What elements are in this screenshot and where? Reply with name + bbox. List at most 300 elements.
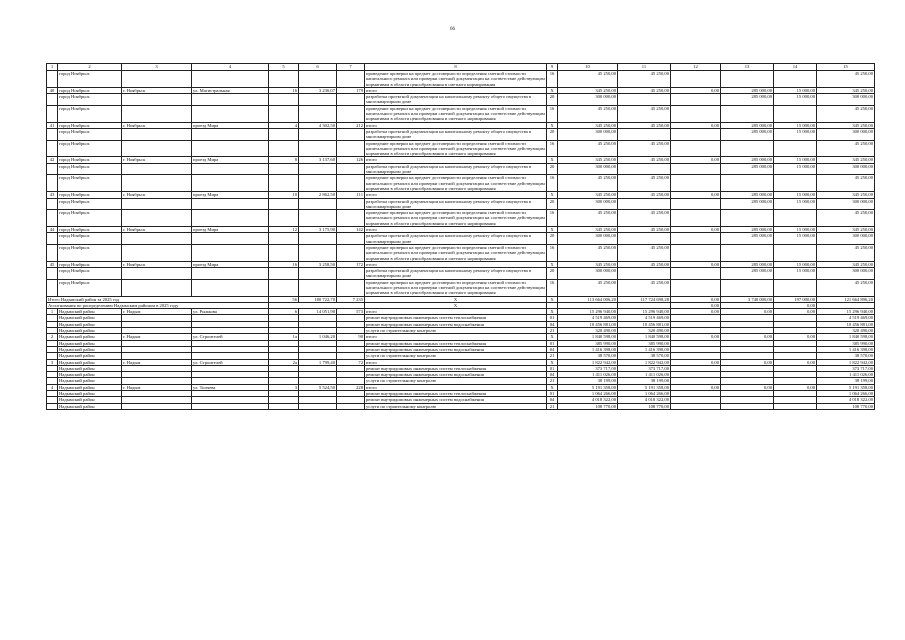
table-cell bbox=[618, 233, 671, 245]
table-cell bbox=[122, 163, 192, 175]
table-cell: Надымский район bbox=[58, 372, 122, 378]
table-cell: 45 250,00 bbox=[817, 175, 875, 192]
table-cell bbox=[122, 105, 192, 122]
table-cell: 4 519 469,00 bbox=[817, 315, 875, 321]
table-cell: 320 490,00 bbox=[558, 328, 618, 334]
table-cell: Надымский район bbox=[58, 328, 122, 334]
table-cell: 285 000,00 bbox=[721, 261, 774, 267]
table-cell: 04 bbox=[547, 372, 558, 378]
table-cell: 45 250,00 bbox=[618, 192, 671, 198]
table-cell bbox=[122, 175, 192, 192]
table-cell bbox=[774, 105, 817, 122]
table-cell: 10 bbox=[558, 64, 618, 71]
table-cell: 1 822 942,00 bbox=[558, 359, 618, 365]
table-cell bbox=[671, 163, 721, 175]
table-cell: город Ноябрьск bbox=[58, 122, 122, 128]
table-cell: г. Ноябрьск bbox=[122, 261, 192, 267]
table-cell: 345 250,00 bbox=[558, 157, 618, 163]
table-cell bbox=[269, 128, 299, 140]
table-cell: г. Ноябрьск bbox=[122, 87, 192, 93]
table-cell bbox=[192, 163, 269, 175]
table-cell: 44 bbox=[47, 227, 58, 233]
table-cell: 04 bbox=[547, 321, 558, 327]
page-number: 66 bbox=[450, 27, 455, 32]
table-cell: 20 bbox=[547, 128, 558, 140]
table-cell: город Ноябрьск bbox=[58, 128, 122, 140]
table-cell: 300 000,00 bbox=[558, 268, 618, 280]
table-cell: проведение проверки на предмет достоверности определения сметной стоимости капитального ремонта или проверки сметной документации на соответствие действующим нормативам в области ценообразования и сметного нормирования bbox=[366, 279, 545, 296]
table-cell: 12 bbox=[671, 64, 721, 71]
table-cell: 4 302,50 bbox=[299, 122, 337, 128]
table-cell bbox=[337, 233, 365, 245]
table-cell: 5 191 358,00 bbox=[558, 384, 618, 390]
table-cell: 3 bbox=[269, 384, 299, 390]
table-cell: 2а bbox=[269, 359, 299, 365]
table-cell: проведение проверки на предмет достоверности определения сметной стоимости капитального ремонта или проверки сметной документации на соответствие действующим нормативам в области ценообразования и сметного нормирования bbox=[366, 105, 545, 122]
table-cell: 10 456 881,00 bbox=[558, 321, 618, 327]
table-cell: 121 664 896,20 bbox=[817, 296, 875, 302]
table-cell: 16 bbox=[547, 279, 558, 296]
table-cell: 373 717,00 bbox=[817, 365, 875, 371]
table-cell: 45 250,00 bbox=[618, 244, 671, 261]
table-cell bbox=[299, 233, 337, 245]
table-cell: 0,00 bbox=[774, 302, 817, 308]
table-cell: 0,00 bbox=[671, 309, 721, 315]
table-cell: 385 990,00 bbox=[817, 340, 875, 346]
table-cell: 300 000,00 bbox=[817, 94, 875, 106]
table-cell: 285 000,00 bbox=[721, 122, 774, 128]
table-cell bbox=[47, 105, 58, 122]
table-cell bbox=[192, 244, 269, 261]
table-cell: 1 822 942,00 bbox=[817, 359, 875, 365]
table-cell bbox=[192, 94, 269, 106]
table-cell: 1 411 026,00 bbox=[817, 372, 875, 378]
table-cell: итого bbox=[365, 334, 547, 340]
table-cell: Надымский район bbox=[58, 346, 122, 352]
table-cell: разработка проектной документации на капитальному ремонту общего имущества в многоквартирном доме bbox=[365, 233, 547, 245]
table-cell: 345 250,00 bbox=[817, 122, 875, 128]
table-cell: X bbox=[547, 384, 558, 390]
table-cell: X bbox=[547, 227, 558, 233]
table-cell: 0,00 bbox=[671, 157, 721, 163]
table-cell: 04 bbox=[547, 346, 558, 352]
table-cell: город Ноябрьск bbox=[58, 192, 122, 198]
table-cell bbox=[618, 198, 671, 210]
table-cell: 0,00 bbox=[671, 122, 721, 128]
table-cell bbox=[269, 403, 299, 409]
table-cell bbox=[269, 71, 299, 88]
table-cell: 300 000,00 bbox=[817, 268, 875, 280]
table-cell: 300 000,00 bbox=[817, 128, 875, 140]
table-cell bbox=[47, 198, 58, 210]
table-cell: Надымский район bbox=[58, 340, 122, 346]
table-cell bbox=[269, 163, 299, 175]
table-cell: 373 717,00 bbox=[618, 365, 671, 371]
table-cell: 285 000,00 bbox=[721, 157, 774, 163]
table-cell: город Ноябрьск bbox=[58, 198, 122, 210]
table-cell: 1 046,20 bbox=[299, 334, 337, 340]
table-cell: г. Ноябрьск bbox=[122, 157, 192, 163]
table-cell: 0,00 bbox=[774, 334, 817, 340]
table-cell: 117 724 698,28 bbox=[618, 296, 671, 302]
table-cell: 7 bbox=[337, 64, 365, 71]
table-cell: итого bbox=[365, 122, 547, 128]
table-cell: 345 250,00 bbox=[817, 157, 875, 163]
table-cell: 300 000,00 bbox=[558, 233, 618, 245]
table-cell: X bbox=[365, 302, 547, 308]
table-cell: 4 519 469,00 bbox=[558, 315, 618, 321]
work-row bbox=[47, 128, 875, 140]
table-cell: 14 051,90 bbox=[299, 309, 337, 315]
table-cell: ремонт внутридомовых инженерных систем водоснабжения bbox=[365, 346, 547, 352]
table-cell: 4 018 322,00 bbox=[558, 397, 618, 403]
table-cell: 385 990,00 bbox=[618, 340, 671, 346]
table-cell: 45 250,00 bbox=[817, 71, 875, 88]
table-cell: 45 250,00 bbox=[618, 87, 671, 93]
table-cell: 6 bbox=[269, 309, 299, 315]
table-cell: 45 250,00 bbox=[558, 210, 618, 227]
table-cell: 45 250,00 bbox=[618, 227, 671, 233]
table-cell: 9 bbox=[547, 64, 558, 71]
table-cell bbox=[192, 233, 269, 245]
table-cell: 45 250,00 bbox=[558, 175, 618, 192]
table-cell: 285 000,00 bbox=[721, 94, 774, 106]
table-cell: 04 bbox=[547, 397, 558, 403]
table-cell: 0,00 bbox=[671, 87, 721, 93]
table-cell: 0,00 bbox=[721, 309, 774, 315]
table-cell: Надымский район bbox=[58, 321, 122, 327]
table-cell: проведение проверки на предмет достоверности определения сметной стоимости капитального ремонта или проверки сметной документации на соответствие действующим нормативам в области ценообразования и сметного нормирования bbox=[366, 244, 545, 261]
table-cell: 16 bbox=[269, 87, 299, 93]
table-cell: 300 000,00 bbox=[558, 128, 618, 140]
table-cell: 0,00 bbox=[774, 384, 817, 390]
table-cell bbox=[671, 128, 721, 140]
table-cell: 16 bbox=[269, 261, 299, 267]
table-cell: 14 bbox=[774, 64, 817, 71]
table-cell: 1 bbox=[47, 64, 58, 71]
table-cell: разработка проектной документации на капитальному ремонту общего имущества в многоквартирном доме bbox=[365, 198, 547, 210]
table-cell: проезд Мира bbox=[192, 261, 269, 267]
table-cell: 16 bbox=[547, 175, 558, 192]
table-cell bbox=[618, 128, 671, 140]
table-cell: 15 000,00 bbox=[774, 192, 817, 198]
table-cell: 15 296 940,00 bbox=[558, 309, 618, 315]
table-cell: ремонт внутридомовых инженерных систем водоснабжения bbox=[365, 321, 547, 327]
table-cell: 3 740 000,00 bbox=[721, 296, 774, 302]
work-row bbox=[47, 140, 875, 157]
table-cell: 38 570,00 bbox=[618, 353, 671, 359]
table-cell: Надымский район bbox=[58, 397, 122, 403]
table-cell: 373 717,00 bbox=[558, 365, 618, 371]
table-cell bbox=[671, 198, 721, 210]
table-cell: итого bbox=[365, 261, 547, 267]
table-cell bbox=[618, 268, 671, 280]
table-cell bbox=[337, 268, 365, 280]
table-cell: X bbox=[547, 192, 558, 198]
table-cell: разработка проектной документации на капитальному ремонту общего имущества в многоквартирном доме bbox=[365, 163, 547, 175]
table-cell: г. Надым bbox=[122, 334, 192, 340]
table-cell: 1 822 942,00 bbox=[618, 359, 671, 365]
table-cell bbox=[299, 163, 337, 175]
table-cell bbox=[122, 198, 192, 210]
table-cell: 41 bbox=[47, 122, 58, 128]
table-cell: 45 250,00 bbox=[817, 140, 875, 157]
table-cell: 20 bbox=[547, 268, 558, 280]
table-cell: 3 bbox=[47, 359, 58, 365]
table-cell: проведение проверки на предмет достоверности определения сметной стоимости капитального ремонта или проверки сметной документации на соответствие действующим нормативам в области ценообразования и сметного нормирования bbox=[366, 210, 545, 226]
table-cell bbox=[774, 244, 817, 261]
table-cell: 45 250,00 bbox=[817, 244, 875, 261]
table-cell bbox=[192, 268, 269, 280]
table-cell: X bbox=[547, 157, 558, 163]
table-cell: 20 bbox=[547, 163, 558, 175]
table-cell: Надымский район bbox=[58, 359, 122, 365]
table-cell: 212 bbox=[337, 122, 365, 128]
table-cell: проезд Мира bbox=[192, 157, 269, 163]
table-cell: ремонт внутридомовых инженерных систем теплоснабжения bbox=[365, 340, 547, 346]
table-cell: 385 990,00 bbox=[558, 340, 618, 346]
table-cell: 3 175,90 bbox=[299, 227, 337, 233]
table-cell bbox=[299, 268, 337, 280]
table-cell bbox=[122, 279, 192, 296]
table-cell: проезд Мира bbox=[192, 122, 269, 128]
table-cell: г. Ноябрьск bbox=[122, 122, 192, 128]
table-cell bbox=[192, 279, 269, 296]
table-cell: 15 296 940,00 bbox=[618, 309, 671, 315]
table-cell: ремонт внутридомовых инженерных систем водоснабжения bbox=[365, 397, 547, 403]
table-cell: 4 bbox=[192, 64, 269, 71]
table-cell: 3 bbox=[122, 64, 192, 71]
table-cell bbox=[774, 210, 817, 227]
table-cell: 0,00 bbox=[774, 359, 817, 365]
table-cell: 0,00 bbox=[721, 359, 774, 365]
table-cell: итого bbox=[365, 87, 547, 93]
table-cell: 15 000,00 bbox=[774, 163, 817, 175]
table-cell: 45 250,00 bbox=[558, 279, 618, 296]
table-cell: 21 bbox=[547, 353, 558, 359]
table-cell: г. Надым bbox=[122, 359, 192, 365]
table-cell: 1 bbox=[47, 309, 58, 315]
table-cell bbox=[122, 94, 192, 106]
table-cell: 345 250,00 bbox=[558, 227, 618, 233]
table-cell: ул. Топчева bbox=[192, 384, 269, 390]
table-cell: 90 bbox=[337, 334, 365, 340]
table-cell: 1 416 398,00 bbox=[558, 346, 618, 352]
table-cell: город Ноябрьск bbox=[58, 244, 122, 261]
table-cell: ул. Строителей bbox=[192, 334, 269, 340]
table-cell: 1 416 398,00 bbox=[618, 346, 671, 352]
table-cell bbox=[721, 140, 774, 157]
table-cell bbox=[269, 198, 299, 210]
table-cell: город Ноябрьск bbox=[58, 140, 122, 157]
table-cell: 172 bbox=[337, 261, 365, 267]
table-cell: Надымский район bbox=[58, 353, 122, 359]
table-cell bbox=[671, 71, 721, 88]
table-cell bbox=[299, 71, 337, 88]
table-cell: 197 000,00 bbox=[774, 296, 817, 302]
table-cell: 8 bbox=[269, 157, 299, 163]
table-cell bbox=[299, 105, 337, 122]
table-cell bbox=[47, 403, 58, 409]
table-cell: 4 018 322,00 bbox=[817, 397, 875, 403]
table-cell: 0,00 bbox=[721, 384, 774, 390]
table-cell bbox=[721, 244, 774, 261]
table-cell: город Ноябрьск bbox=[58, 163, 122, 175]
table-cell bbox=[618, 163, 671, 175]
table-cell: 0,00 bbox=[671, 359, 721, 365]
table-cell: г. Ноябрьск bbox=[122, 192, 192, 198]
work-row bbox=[47, 403, 875, 409]
table-cell bbox=[721, 105, 774, 122]
table-cell: 13 bbox=[721, 64, 774, 71]
table-cell bbox=[269, 94, 299, 106]
table-cell: 16 bbox=[547, 244, 558, 261]
table-cell: 345 250,00 bbox=[558, 192, 618, 198]
table-cell: 16 bbox=[547, 105, 558, 122]
table-cell: 40 bbox=[47, 87, 58, 93]
table-cell bbox=[671, 94, 721, 106]
table-cell: 3 137,60 bbox=[299, 157, 337, 163]
table-cell bbox=[721, 175, 774, 192]
table-cell: X bbox=[547, 309, 558, 315]
table-cell: X bbox=[547, 359, 558, 365]
table-cell: 45 250,00 bbox=[558, 140, 618, 157]
table-cell: 56 bbox=[269, 296, 299, 302]
table-cell: 20 bbox=[547, 198, 558, 210]
table-cell bbox=[721, 210, 774, 227]
table-cell: 7 235 bbox=[337, 296, 365, 302]
table-cell: город Ноябрьск bbox=[58, 227, 122, 233]
table-cell: 5 524,50 bbox=[299, 384, 337, 390]
work-row bbox=[47, 244, 875, 261]
table-cell: 285 000,00 bbox=[721, 87, 774, 93]
work-row bbox=[47, 233, 875, 245]
table-cell: 179 bbox=[337, 87, 365, 93]
table-cell bbox=[122, 140, 192, 157]
table-cell bbox=[47, 128, 58, 140]
table-cell: 345 250,00 bbox=[817, 87, 875, 93]
table-cell: город Ноябрьск bbox=[58, 279, 122, 296]
table-cell: 3 236,07 bbox=[299, 87, 337, 93]
table-cell: Надымский район bbox=[58, 391, 122, 397]
table-cell bbox=[269, 175, 299, 192]
table-cell: 0,00 bbox=[671, 384, 721, 390]
table-cell bbox=[47, 268, 58, 280]
table-cell bbox=[122, 71, 192, 88]
table-cell: г. Надым bbox=[122, 309, 192, 315]
table-cell: 45 250,00 bbox=[558, 71, 618, 88]
table-cell: 01 bbox=[547, 315, 558, 321]
table-cell: 10 bbox=[269, 192, 299, 198]
table-cell bbox=[671, 105, 721, 122]
table-cell: Надымский район bbox=[58, 334, 122, 340]
table-cell: 300 000,00 bbox=[817, 233, 875, 245]
table-cell: 16 bbox=[547, 71, 558, 88]
table-cell: услуги по строительному контролю bbox=[365, 378, 547, 384]
work-row bbox=[47, 279, 875, 296]
table-cell: 01 bbox=[547, 340, 558, 346]
table-cell bbox=[337, 279, 365, 296]
table-cell: 38 570,00 bbox=[817, 353, 875, 359]
table-cell bbox=[47, 210, 58, 227]
table-cell bbox=[299, 140, 337, 157]
table-cell: 345 250,00 bbox=[558, 87, 618, 93]
table-cell: 2 bbox=[58, 64, 122, 71]
table-cell bbox=[122, 403, 192, 409]
table-cell: ремонт внутридомовых инженерных систем теплоснабжения bbox=[365, 391, 547, 397]
table-cell: 300 000,00 bbox=[817, 163, 875, 175]
table-cell: 45 250,00 bbox=[817, 279, 875, 296]
table-cell: 15 000,00 bbox=[774, 128, 817, 140]
table-cell bbox=[299, 210, 337, 227]
table-cell: 285 000,00 bbox=[721, 233, 774, 245]
work-row bbox=[47, 268, 875, 280]
table-cell: город Ноябрьск bbox=[58, 94, 122, 106]
table-cell bbox=[299, 175, 337, 192]
table-cell bbox=[299, 244, 337, 261]
table-cell: 4 519 469,00 bbox=[618, 315, 671, 321]
table-cell: разработка проектной документации на капитальному ремонту общего имущества в многоквартирном доме bbox=[365, 268, 547, 280]
table-cell: 5 bbox=[269, 64, 299, 71]
table-cell: 45 250,00 bbox=[817, 210, 875, 227]
table-cell bbox=[774, 403, 817, 409]
table-cell: 72 bbox=[337, 359, 365, 365]
table-cell: 15 000,00 bbox=[774, 261, 817, 267]
table-cell: 0,00 bbox=[721, 334, 774, 340]
table-cell: X bbox=[547, 87, 558, 93]
table-cell: 2 bbox=[47, 334, 58, 340]
table-cell: 0,00 bbox=[774, 309, 817, 315]
table-cell bbox=[721, 403, 774, 409]
table-cell: 0,00 bbox=[671, 261, 721, 267]
table-cell: услуги по строительному контролю bbox=[365, 328, 547, 334]
table-cell bbox=[192, 71, 269, 88]
table-cell: 345 250,00 bbox=[817, 261, 875, 267]
table-cell: 15 000,00 bbox=[774, 157, 817, 163]
table-cell: 21 bbox=[547, 403, 558, 409]
table-cell: X bbox=[547, 334, 558, 340]
table-cell: 1 416 398,00 bbox=[817, 346, 875, 352]
table-cell bbox=[192, 198, 269, 210]
table-cell bbox=[269, 244, 299, 261]
table-cell bbox=[671, 175, 721, 192]
table-cell: X bbox=[547, 296, 558, 302]
table-cell bbox=[192, 210, 269, 227]
table-cell bbox=[269, 268, 299, 280]
work-row bbox=[47, 71, 875, 88]
table-cell: ул. Рыжкова bbox=[192, 309, 269, 315]
table-cell: 300 000,00 bbox=[558, 163, 618, 175]
table-cell: проведение проверки на предмет достоверности определения сметной стоимости капитального ремонта или проверки сметной документации на соответствие действующим нормативам в области ценообразования и сметного нормирования bbox=[366, 140, 545, 157]
table-cell: 11 bbox=[618, 64, 671, 71]
table-cell: разработка проектной документации на капитальному ремонту общего имущества в многоквартирном доме bbox=[365, 128, 547, 140]
table-cell: Итого Надымский район за 2025 год bbox=[47, 296, 269, 302]
table-cell: 345 250,00 bbox=[558, 122, 618, 128]
table-cell bbox=[671, 210, 721, 227]
table-cell: 15 000,00 bbox=[774, 94, 817, 106]
table-cell: 285 000,00 bbox=[721, 128, 774, 140]
table-cell bbox=[192, 403, 269, 409]
table-cell: 45 bbox=[47, 261, 58, 267]
table-cell: 01 bbox=[547, 391, 558, 397]
table-cell: 10 456 881,00 bbox=[618, 321, 671, 327]
table-cell: 45 250,00 bbox=[618, 279, 671, 296]
table-cell: 4 bbox=[269, 122, 299, 128]
table-cell bbox=[269, 105, 299, 122]
table-cell: 38 199,00 bbox=[618, 378, 671, 384]
table-cell: 45 250,00 bbox=[618, 105, 671, 122]
table-cell: 3 258,50 bbox=[299, 261, 337, 267]
